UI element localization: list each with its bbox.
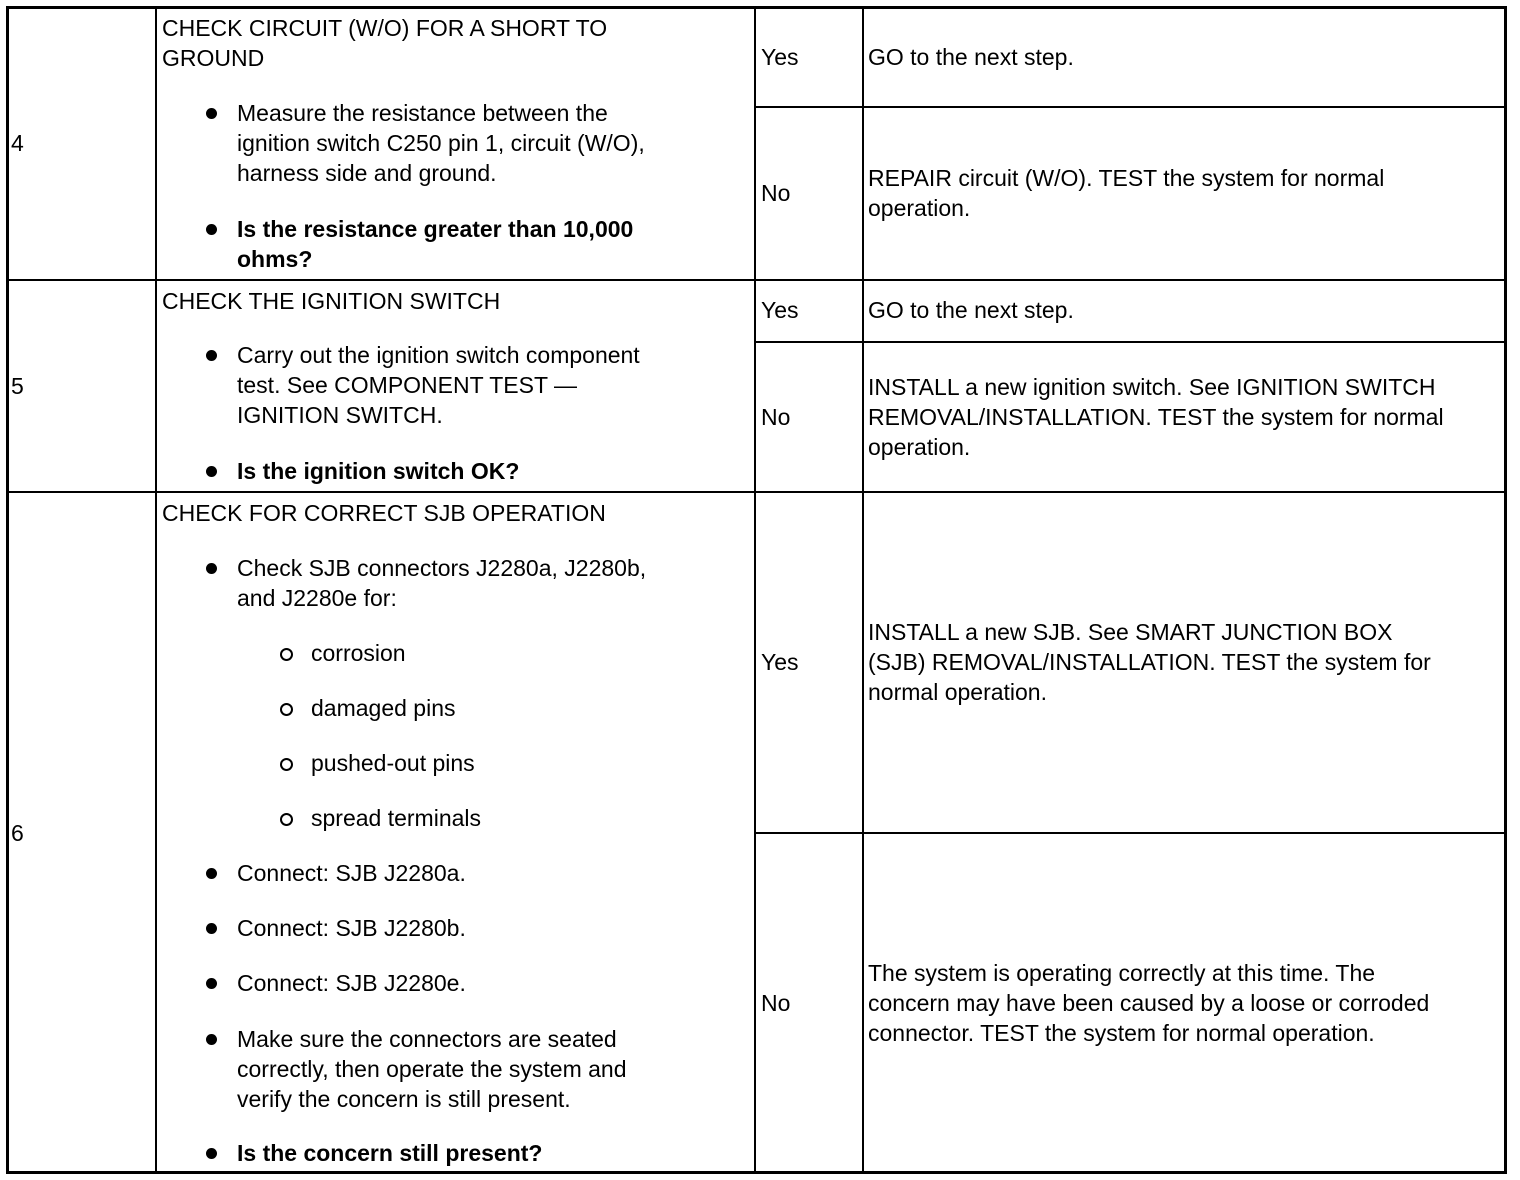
- step-number: 4: [11, 130, 24, 156]
- bullet-icon: [206, 868, 217, 879]
- column-divider: [754, 9, 756, 1171]
- instruction-text: Connect: SJB J2280e.: [237, 970, 466, 996]
- answer-action: concern may have been caused by a loose or corroded: [868, 990, 1430, 1016]
- step-heading: CHECK FOR CORRECT SJB OPERATION: [162, 500, 606, 526]
- column-divider: [155, 9, 157, 1171]
- answer-action: (SJB) REMOVAL/INSTALLATION. TEST the system for: [868, 649, 1431, 675]
- column-divider: [862, 9, 864, 1171]
- answer-action: operation.: [868, 434, 971, 460]
- answer-action: INSTALL a new SJB. See SMART JUNCTION BOX: [868, 619, 1393, 645]
- answer-divider: [754, 832, 1504, 834]
- answer-action: operation.: [868, 195, 971, 221]
- step-heading: GROUND: [162, 45, 265, 71]
- instruction-text: test. See COMPONENT TEST —: [237, 372, 577, 398]
- instruction-text: Connect: SJB J2280a.: [237, 860, 466, 886]
- sub-bullet-icon: [280, 758, 293, 771]
- instruction-text: harness side and ground.: [237, 160, 497, 186]
- sub-item: pushed-out pins: [311, 750, 475, 776]
- instruction-text: IGNITION SWITCH.: [237, 402, 443, 428]
- instruction-text: Connect: SJB J2280b.: [237, 915, 466, 941]
- question-text: ohms?: [237, 246, 313, 272]
- instruction-text: and J2280e for:: [237, 585, 397, 611]
- answer-action: GO to the next step.: [868, 44, 1074, 70]
- answer-action: REPAIR circuit (W/O). TEST the system for normal: [868, 165, 1385, 191]
- sub-bullet-icon: [280, 813, 293, 826]
- bullet-icon: [206, 1034, 217, 1045]
- answer-label-yes: Yes: [761, 44, 799, 70]
- step-heading: CHECK CIRCUIT (W/O) FOR A SHORT TO: [162, 15, 608, 41]
- bullet-icon: [206, 1148, 217, 1159]
- answer-action: normal operation.: [868, 679, 1047, 705]
- sub-item: corrosion: [311, 640, 406, 666]
- answer-action: REMOVAL/INSTALLATION. TEST the system for normal: [868, 404, 1444, 430]
- step-heading: CHECK THE IGNITION SWITCH: [162, 288, 501, 314]
- bullet-icon: [206, 923, 217, 934]
- answer-action: INSTALL a new ignition switch. See IGNITION SWITCH: [868, 374, 1436, 400]
- bullet-icon: [206, 978, 217, 989]
- bullet-icon: [206, 563, 217, 574]
- bullet-icon: [206, 108, 217, 119]
- instruction-text: Measure the resistance between the: [237, 100, 608, 126]
- bullet-icon: [206, 350, 217, 361]
- answer-action: The system is operating correctly at this time. The: [868, 960, 1376, 986]
- sub-item: spread terminals: [311, 805, 482, 831]
- sub-item: damaged pins: [311, 695, 456, 721]
- instruction-text: Carry out the ignition switch component: [237, 342, 640, 368]
- sub-bullet-icon: [280, 648, 293, 661]
- answer-label-yes: Yes: [761, 649, 799, 675]
- answer-divider: [754, 341, 1504, 343]
- answer-action: GO to the next step.: [868, 297, 1074, 323]
- row-divider: [9, 279, 1504, 281]
- instruction-text: verify the concern is still present.: [237, 1086, 571, 1112]
- answer-action: connector. TEST the system for normal operation.: [868, 1020, 1375, 1046]
- bullet-icon: [206, 224, 217, 235]
- answer-label-no: No: [761, 180, 791, 206]
- sub-bullet-icon: [280, 703, 293, 716]
- step-number: 6: [11, 820, 24, 846]
- row-divider: [9, 491, 1504, 493]
- answer-label-no: No: [761, 990, 791, 1016]
- bullet-icon: [206, 466, 217, 477]
- instruction-text: Make sure the connectors are seated: [237, 1026, 617, 1052]
- answer-label-yes: Yes: [761, 297, 799, 323]
- question-text: Is the ignition switch OK?: [237, 458, 520, 484]
- answer-label-no: No: [761, 404, 791, 430]
- question-text: Is the resistance greater than 10,000: [237, 216, 634, 242]
- question-text: Is the concern still present?: [237, 1140, 543, 1166]
- instruction-text: Check SJB connectors J2280a, J2280b,: [237, 555, 647, 581]
- step-number: 5: [11, 373, 24, 399]
- instruction-text: correctly, then operate the system and: [237, 1056, 627, 1082]
- answer-divider: [754, 106, 1504, 108]
- instruction-text: ignition switch C250 pin 1, circuit (W/O),: [237, 130, 645, 156]
